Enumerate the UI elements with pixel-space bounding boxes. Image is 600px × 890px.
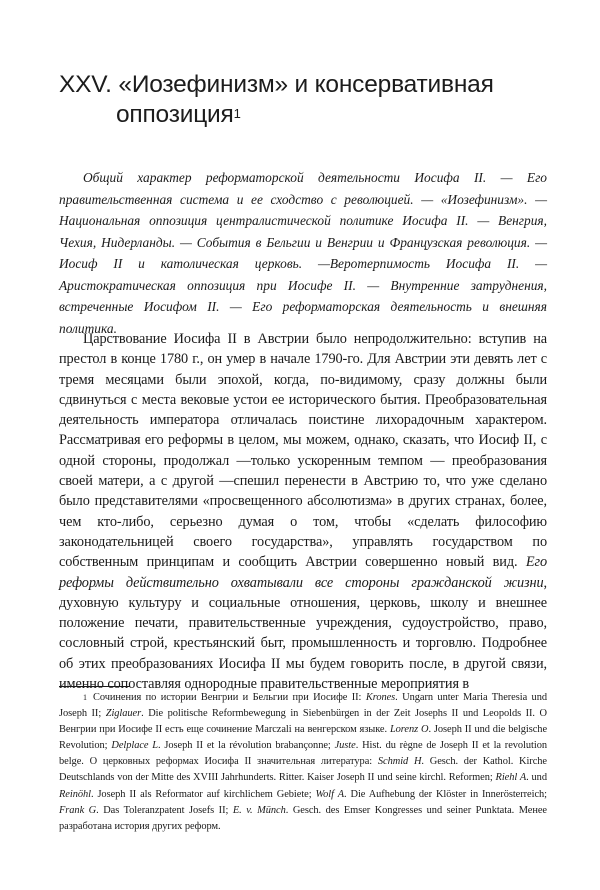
body-text-part2: , духовную культуру и социальные отношения, церковь, школу и внешнее положение печати, правительственные учреждения, судоустройство, право, сословный строй, крестьянский быт, промышленность и торговлю. Подробнее об этих преобразованиях Иосифа II мы будем говорить после, в другой связи, именно сопоставляя однородные правительственные мероприятия в xyxy=(59,574,547,693)
footnote-segment: . und xyxy=(526,772,547,784)
footnote-author: Ziglauer xyxy=(105,708,142,720)
footnote-segment: . Joseph II als Reformator auf kirchlichem Gebiete; xyxy=(90,788,316,800)
footnote-reference[interactable]: 1 xyxy=(233,106,241,121)
footnote-author: Riehl A xyxy=(495,772,527,784)
footnote-segment: . Gesch. der Kathol. Kirche Deutschlands von der Mitte des XVIII Jahrhunderts. Ritter. Kaiser Joseph II und seine kirchl. Reformen; xyxy=(59,756,547,784)
chapter-title-line2 xyxy=(59,100,559,130)
footnote-divider xyxy=(59,686,130,687)
body-paragraph xyxy=(59,329,547,694)
footnote-author: Schmid H xyxy=(377,756,422,768)
footnote-segment: . Hist. du règne de Joseph II et la revolution belge. О церковных реформах Иосифа II значительная литература: xyxy=(59,740,548,768)
footnote-segment: . Joseph II et la révolution brabançonne; xyxy=(158,740,335,752)
footnote xyxy=(59,690,547,835)
footnote-author: Reinöhl xyxy=(59,788,91,800)
footnote-author: Delplace L xyxy=(111,740,159,752)
footnote-segment: . Die Aufhebung der Klöster in Innerösterreich; xyxy=(344,788,547,800)
footnote-segment: . Die politische Reformbewegung in Siebenbürgen in der Zeit Josephs II und Leopolds II. О Венгрии при Иосифе II есть еще сочинение Marczali на венгерском языке. xyxy=(59,708,547,736)
chapter-title-line2-text: оппозиция xyxy=(116,101,234,128)
chapter-title-line1: XXV. «Иозефинизм» и консервативная xyxy=(59,71,494,98)
chapter-title xyxy=(59,70,559,130)
footnote-author: Lorenz O xyxy=(389,724,429,736)
body-text-emphasis: Его реформы действительно охватывали все стороны гражданской жизни xyxy=(59,554,547,591)
footnote-segment: . Gesch. des Emser Kongresses und seiner Punktata. Менее разработана история других реформ. xyxy=(59,804,547,832)
body-text-part1: Царствование Иосифа II в Австрии было непродолжительно: вступив на престол в конце 1780 г., он умер в начале 1790-го. Для Австрии эти девять лет с тремя месяцами были эпохой, когда, по-видимому, сразу должны были сдвинуться с места вековые устои ее исторического бытия. Преобразовательная деятельность императора отличалась поистине лихорадочным характером. Рассматривая его реформы в целом, мы можем, однако, сказать, что Иосиф II, с одной стороны, продолжал —только ускоренным темпом — преобразования своей матери, а с другой —спешил перенести в Австрию то, что уже сделано было представителями «просвещенного абсолютизма» в других странах, более, чем кто-либо, серьезно думая о том, чтобы «сделать философию законодательницей своего государства», управлять государством по собственным принципам и сообщить Австрии совершенно новый вид. xyxy=(59,331,547,571)
footnote-author: Frank G xyxy=(59,804,97,816)
footnote-segment: . Das Toleranzpatent Josefs II; xyxy=(96,804,233,816)
footnote-author: E. v. Münch xyxy=(232,804,286,816)
footnote-segment: . Joseph II und die belgische Revolution; xyxy=(59,724,548,752)
footnote-author: Krones xyxy=(365,692,396,703)
footnote-marker: 1 xyxy=(83,693,87,702)
footnote-author: Juste xyxy=(334,740,356,752)
footnote-segment: . Ungarn unter Maria Theresia und Joseph II; xyxy=(59,692,547,720)
footnote-author: Wolf A xyxy=(315,788,345,800)
footnote-text xyxy=(59,692,547,832)
footnote-segment: Сочинения по истории Венгрии и Бельгии при Иосифе II: xyxy=(92,692,366,703)
chapter-summary: Общий характер реформаторской деятельности Иосифа II. — Его правительственная система и ее сходство с революцией. — «Иозефинизм». — Национальная оппозиция централистической политике Иосифа II. — Венгрия, Чехия, Нидерланды. — События в Бельгии и Венгрии и Французская революция. — Иосиф II и католическая церковь. —Веротерпимость Иосифа II. — Аристократическая оппозиция при Иосифе II. — Внутренние затруднения, встреченные Иосифом II. — Его реформаторская деятельность и внешняя политика. xyxy=(59,170,547,336)
